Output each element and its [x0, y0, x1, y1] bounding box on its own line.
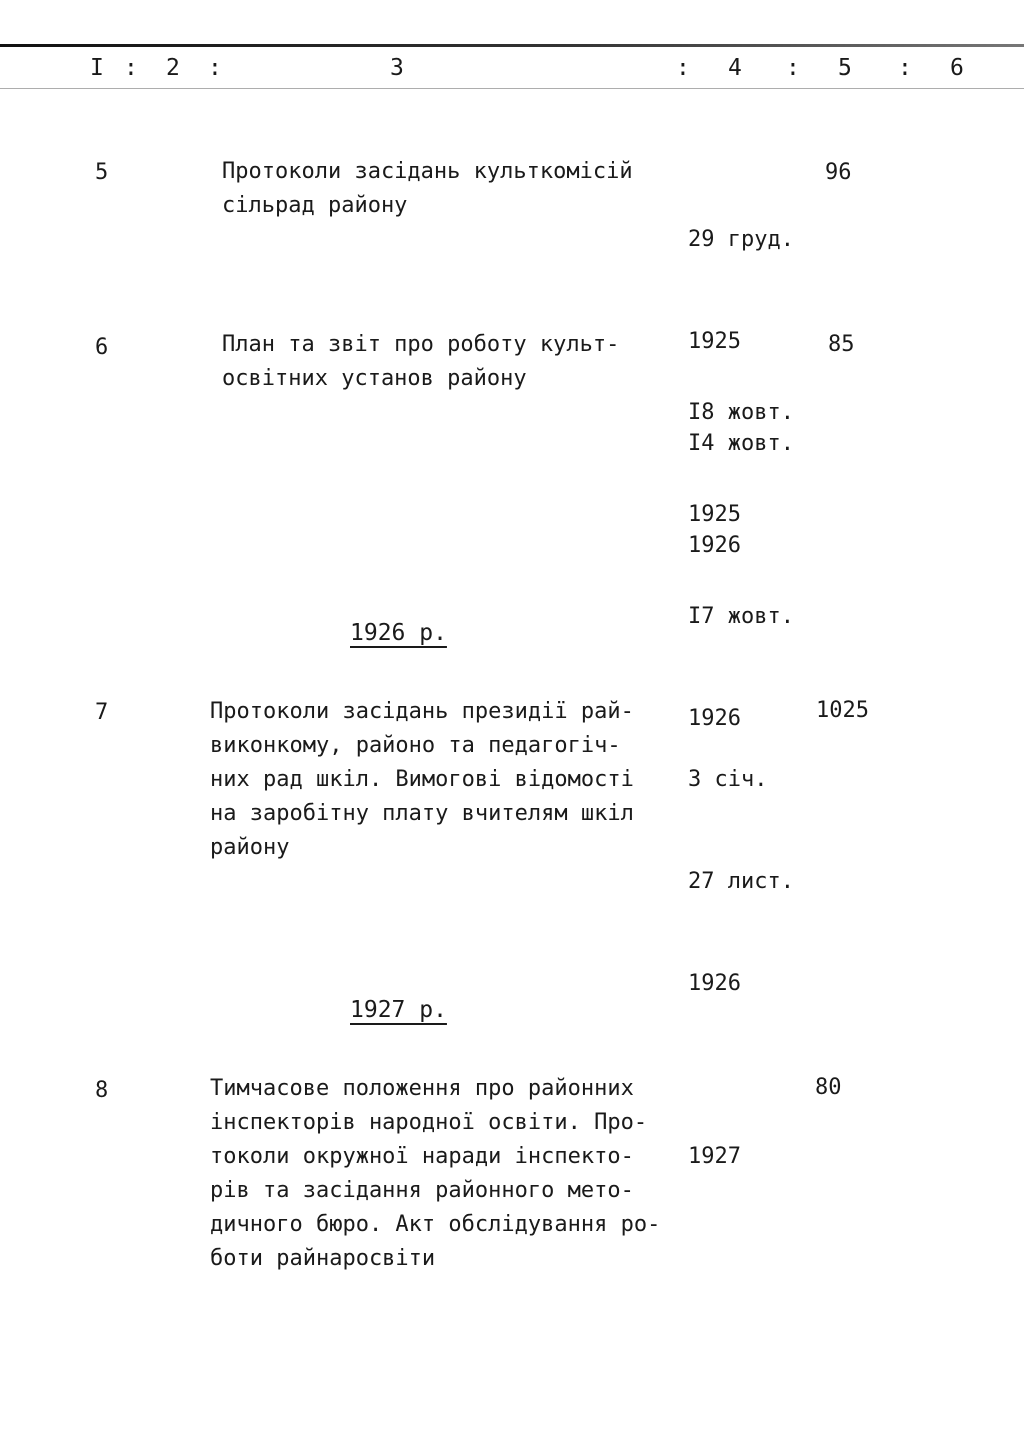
year-heading: 1926 р. — [350, 620, 447, 646]
title-line: освітних установ району — [222, 366, 527, 391]
title-line: боти райнаросвіти — [210, 1246, 436, 1271]
row-title — [222, 155, 633, 223]
title-line: на заробітну плату вчителям шкіл — [210, 801, 634, 826]
date-line: 1926 — [688, 706, 741, 731]
column-header-2: 2 — [166, 55, 180, 81]
title-line: інспекторів народної освіти. Про- — [210, 1110, 648, 1135]
title-line: токоли окружної наради інспекто- — [210, 1144, 634, 1169]
column-header-4: 4 — [728, 55, 742, 81]
column-separator: : — [208, 55, 222, 81]
title-line: дичного бюро. Акт обслідування ро- — [210, 1212, 661, 1237]
title-line: рів та засідання районного мето- — [210, 1178, 634, 1203]
column-header-1: І — [90, 55, 104, 81]
title-line: Тимчасове положення про районних — [210, 1076, 634, 1101]
date-line: 1927 — [688, 1144, 741, 1169]
sheet-count: 96 — [825, 160, 852, 185]
header-top-rule — [0, 44, 1024, 47]
title-line: Протоколи засідань президії рай- — [210, 699, 634, 724]
date-line: 1926 — [688, 533, 741, 558]
row-number: 7 — [95, 700, 109, 725]
row-title — [222, 328, 619, 396]
column-separator: : — [786, 55, 800, 81]
date-line: 29 груд. — [688, 227, 794, 252]
column-header-3: 3 — [390, 55, 404, 81]
date-line: І8 жовт. — [688, 400, 794, 425]
date-line: І4 жовт. — [688, 431, 794, 456]
row-number: 6 — [95, 335, 109, 360]
column-separator: : — [124, 55, 138, 81]
date-line: 1925 — [688, 502, 741, 527]
date-line: 1925 — [688, 329, 741, 354]
title-line: План та звіт про роботу культ- — [222, 332, 620, 357]
date-line: 1926 — [688, 971, 741, 996]
row-number: 5 — [95, 160, 109, 185]
date-line: 27 лист. — [688, 869, 794, 894]
title-line: Протоколи засідань культкомісій — [222, 159, 633, 184]
header-bottom-rule — [0, 88, 1024, 89]
sheet-count: 85 — [828, 332, 855, 357]
title-line: виконкому, районо та педагогіч- — [210, 733, 621, 758]
column-separator: : — [676, 55, 690, 81]
row-dates — [688, 695, 794, 1035]
column-header-6: 6 — [950, 55, 964, 81]
row-title — [210, 695, 634, 865]
sheet-count: 1025 — [816, 698, 869, 723]
title-line: району — [210, 835, 290, 860]
sheet-count: 80 — [815, 1075, 842, 1100]
column-separator: : — [898, 55, 912, 81]
row-dates — [688, 1072, 741, 1208]
column-header-5: 5 — [838, 55, 852, 81]
title-line: сільрад району — [222, 193, 408, 218]
date-line: І7 жовт. — [688, 604, 794, 629]
row-number: 8 — [95, 1078, 109, 1103]
row-title — [210, 1072, 660, 1276]
year-heading: 1927 р. — [350, 997, 447, 1023]
title-line: них рад шкіл. Вимогові відомості — [210, 767, 634, 792]
date-line: 3 січ. — [688, 767, 768, 792]
